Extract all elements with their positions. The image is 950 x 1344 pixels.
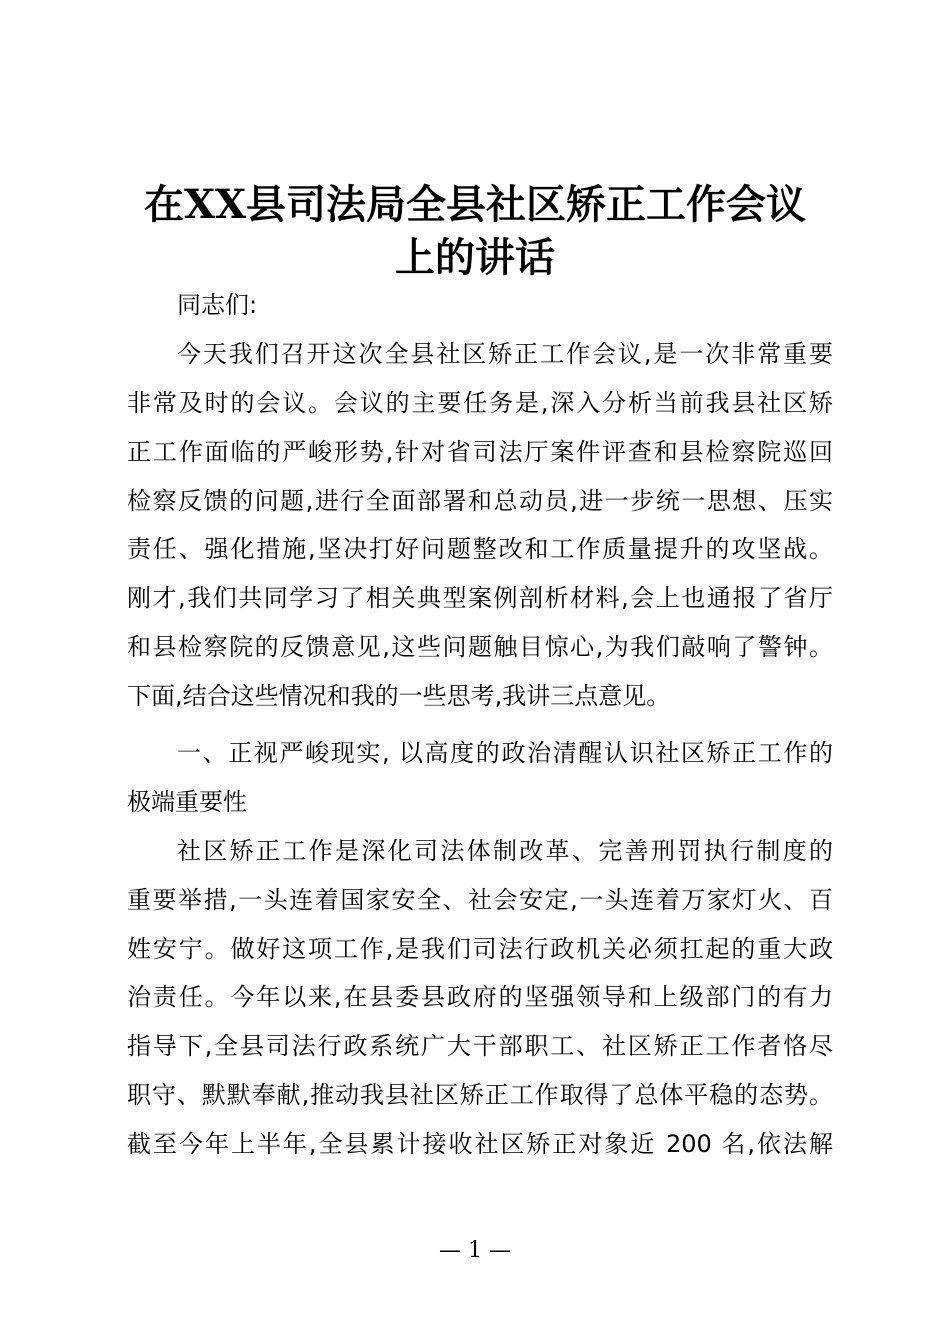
body-block-1 (127, 281, 833, 721)
para2-line: 重要举措,一头连着国家安全、社会安定,一头连着万家灯火、百 (127, 885, 833, 914)
para1-line: 下面,结合这些情况和我的一些思考,我讲三点意见。 (127, 682, 671, 711)
para2-line: 职守、默默奉献,推动我县社区矫正工作取得了总体平稳的态势。 (127, 1081, 833, 1110)
para2-line: 姓安宁。做好这项工作,是我们司法行政机关必须扛起的重大政 (127, 934, 833, 963)
para1-line: 今天我们召开这次全县社区矫正工作会议,是一次非常重要 (177, 339, 833, 368)
para1-line: 刚才,我们共同学习了相关典型案例剖析材料,会上也通报了省厅 (127, 584, 833, 613)
section-heading-line: 一、正视严峻现实, 以高度的政治清醒认识社区矫正工作的 (177, 739, 833, 767)
document-title-line-1: 在XX县司法局全县社区矫正工作会议 (143, 181, 807, 228)
para2-line: 社区矫正工作是深化司法体制改革、完善刑罚执行制度的 (177, 836, 833, 865)
para1-line: 和县检察院的反馈意见,这些问题触目惊心,为我们敲响了警钟。 (127, 633, 833, 662)
salutation: 同志们: (177, 291, 258, 319)
para1-line: 非常及时的会议。会议的主要任务是,深入分析当前我县社区矫 (127, 388, 833, 417)
section-heading-line: 极端重要性 (127, 787, 247, 816)
document-title-line-2: 上的讲话 (395, 234, 555, 281)
para2-line: 治责任。今年以来,在县委县政府的坚强领导和上级部门的有力 (127, 983, 833, 1012)
page-number: — 1 — (439, 1238, 511, 1263)
para1-line: 责任、强化措施,坚决打好问题整改和工作质量提升的攻坚战。 (127, 535, 833, 564)
body-block-2 (127, 729, 833, 1169)
para1-line: 正工作面临的严峻形势,针对省司法厅案件评查和县检察院巡回 (127, 437, 833, 466)
para2-line: 指导下,全县司法行政系统广大干部职工、社区矫正工作者恪尽 (127, 1032, 833, 1061)
para1-line: 检察反馈的问题,进行全面部署和总动员,进一步统一思想、压实 (127, 486, 833, 515)
para2-line: 截至今年上半年,全县累计接收社区矫正对象近 200 名,依法解 (127, 1130, 833, 1159)
